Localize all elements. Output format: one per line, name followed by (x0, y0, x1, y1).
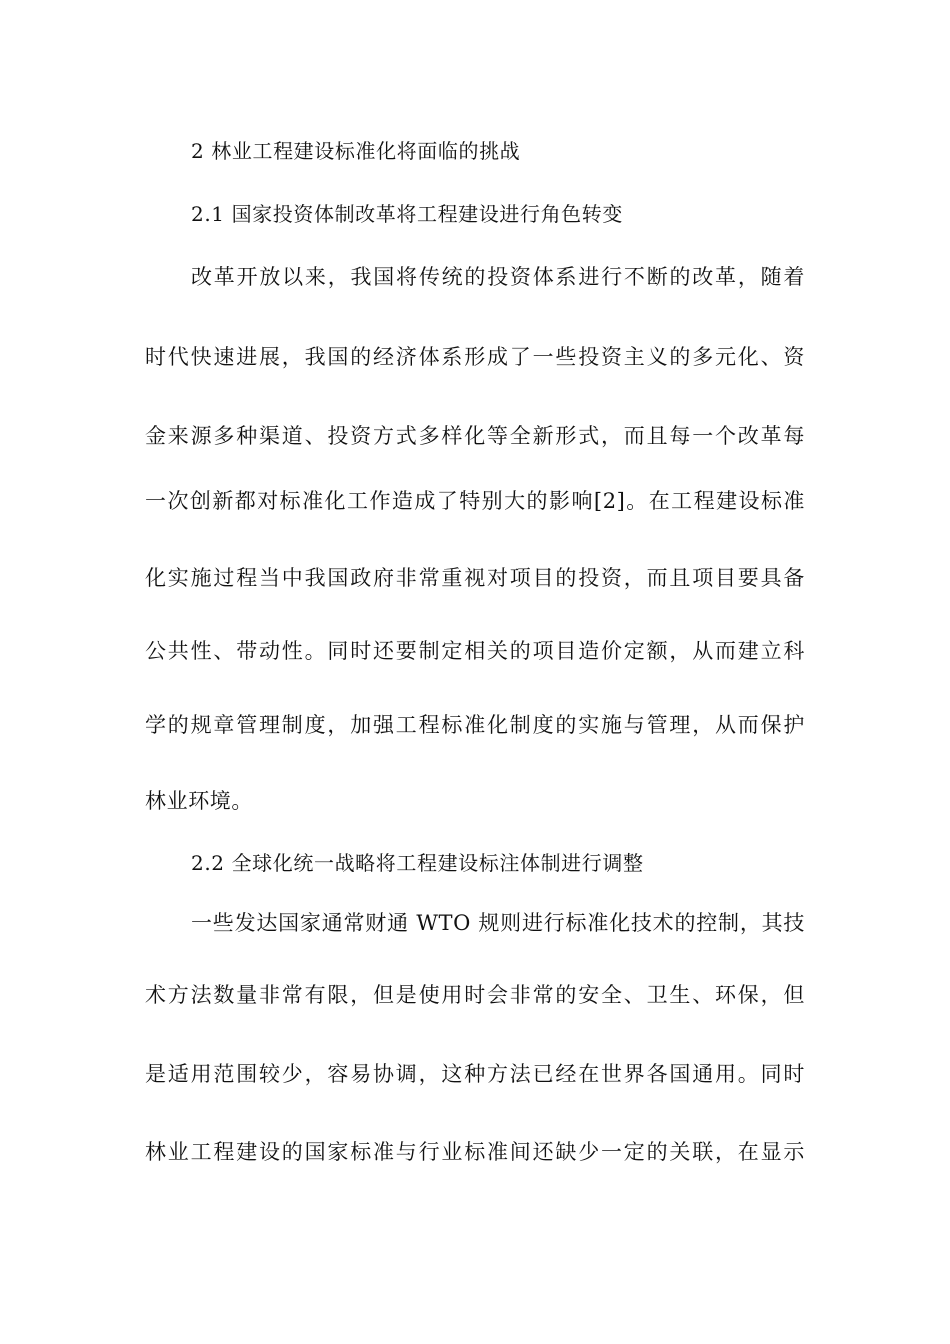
paragraph-1-line-2: 时代快速进展，我国的经济体系形成了一些投资主义的多元化、资 (145, 345, 805, 369)
paragraph-2-line-2: 术方法数量非常有限，但是使用时会非常的安全、卫生、环保，但 (145, 983, 805, 1007)
subsection-heading-2-1: 2.1 国家投资体制改革将工程建设进行角色转变 (191, 202, 623, 226)
section-heading-2: 2 林业工程建设标准化将面临的挑战 (191, 139, 521, 163)
paragraph-1-line-3: 金来源多种渠道、投资方式多样化等全新形式，而且每一个改革每 (145, 424, 805, 448)
paragraph-1-line-5: 化实施过程当中我国政府非常重视对项目的投资，而且项目要具备 (145, 566, 805, 590)
paragraph-1-line-1: 改革开放以来，我国将传统的投资体系进行不断的改革，随着 (191, 265, 805, 289)
paragraph-1-line-7: 学的规章管理制度，加强工程标准化制度的实施与管理，从而保护 (145, 713, 805, 737)
paragraph-1-line-8: 林业环境。 (145, 789, 253, 813)
subsection-heading-2-2: 2.2 全球化统一战略将工程建设标注体制进行调整 (191, 851, 644, 875)
paragraph-1-line-6: 公共性、带动性。同时还要制定相关的项目造价定额，从而建立科 (145, 639, 805, 663)
paragraph-1-line-4: 一次创新都对标准化工作造成了特别大的影响[2]。在工程建设标准 (145, 489, 805, 513)
paragraph-2-line-4: 林业工程建设的国家标准与行业标准间还缺少一定的关联，在显示 (145, 1140, 805, 1164)
paragraph-2-line-3: 是适用范围较少，容易协调，这种方法已经在世界各国通用。同时 (145, 1062, 805, 1086)
paragraph-2-line-1: 一些发达国家通常财通 WTO 规则进行标准化技术的控制，其技 (191, 911, 805, 935)
